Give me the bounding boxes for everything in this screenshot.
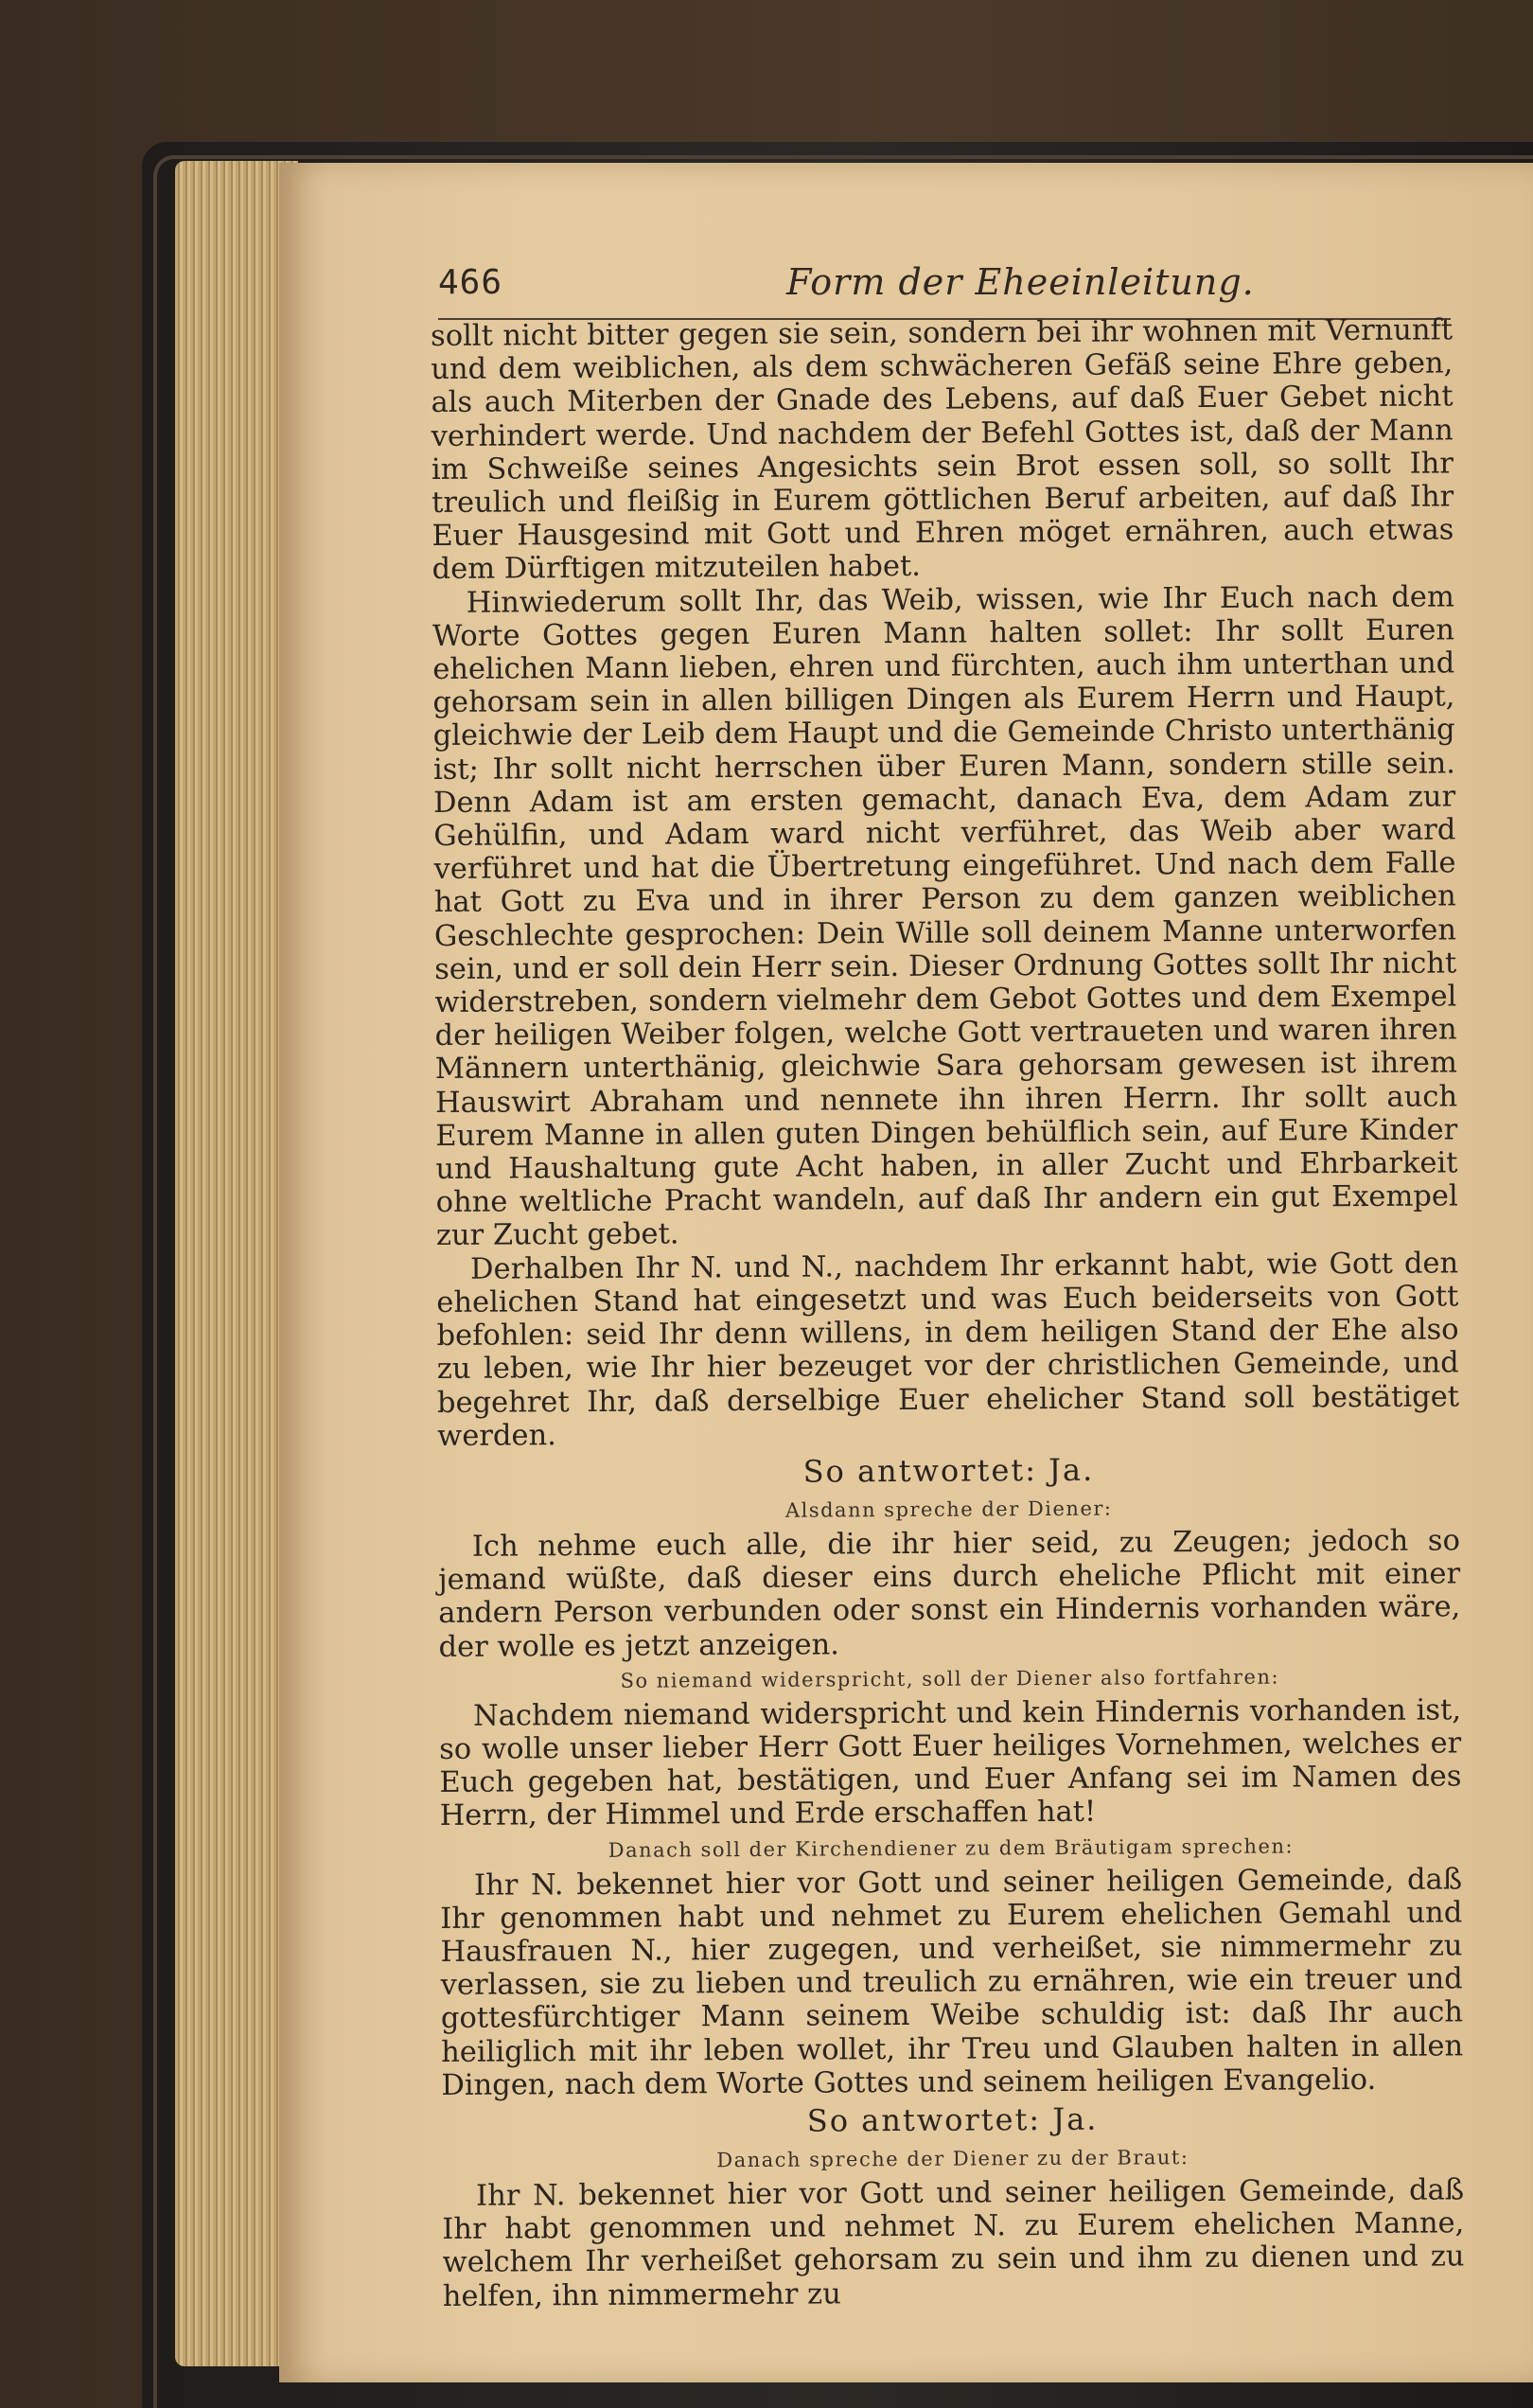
paragraph: Nachdem niemand widerspricht und kein Hindernis vorhanden ist, so wolle unser lieber Herr Gott Euer heiliges Vornehmen, welches er Euch gegeben hat, bestätigen, und Euer Anfang sei im Namen des Herrn, der Himmel und Erde erschaffen hat! <box>439 1693 1462 1833</box>
paragraph: Hinwiederum sollt Ihr, das Weib, wissen, wie Ihr Euch nach dem Worte Gottes gegen Euren Mann halten sollet: Ihr sollt Euren ehelichen Mann lieben, ehren und fürchten, auch ihm unterthan und gehorsam sein in allen billigen Dingen als Eurem Herrn und Haupt, gleichwie der Leib dem Haupt und die Gemeinde Christo unterthänig ist; Ihr sollt nicht herrschen über Euren Mann, sondern stille sein. Denn Adam ist am ersten gemacht, danach Eva, dem Adam zur Gehülfin, und Adam ward nicht verführet, das Weib aber ward verführet und hat die Übertretung eingeführet. Und nach dem Falle hat Gott zu Eva und in ihrer Person zu dem ganzen weiblichen Geschlechte gesprochen: Dein Wille soll deinem Manne unterworfen sein, und er soll dein Herr sein. Dieser Ordnung Gottes sollt Ihr nicht widerstreben, sondern vielmehr dem Gebot Gottes und dem Exempel der heiligen Weiber folgen, welche Gott vertraueten und waren ihren Männern unterthänig, gleichwie Sara gehorsam gewesen ist ihrem Hauswirt Abraham und nennete ihn ihren Herrn. Ihr sollt auch Eurem Manne in allen guten Dingen behülflich sein, auf Eure Kinder und Haushaltung gute Acht haben, in aller Zucht und Ehrbarkeit ohne weltliche Pracht wandeln, auf daß Ihr andern ein gut Exempel zur Zucht gebet. <box>432 580 1458 1253</box>
rubric-line: Alsdann spreche der Diener: <box>784 1496 1113 1522</box>
paragraph: Ihr N. bekennet hier vor Gott und seiner heiligen Gemeinde, daß Ihr genommen habt und nehmet zu Eurem ehelichen Gemahl und Hausfrauen N., hier zugegen, und verheißet, sie nimmermehr zu verlassen, sie zu lieben und treulich zu ernähren, wie ein treuer und gottesfürchtiger Mann seinem Weibe schuldig ist: daß Ihr auch heiliglich mit ihr leben wollet, ihr Treu und Glauben halten in allen Dingen, nach dem Worte Gottes und seinem heiligen Evangelio. <box>440 1862 1464 2102</box>
paragraph: sollt nicht bitter gegen sie sein, sondern bei ihr wohnen mit Vernunft und dem weiblichen, als dem schwächeren Gefäß seine Ehre geben, als auch Miterben der Gnade des Lebens, auf daß Euer Gebet nicht verhindert werde. Und nachdem der Befehl Gottes ist, daß der Mann im Schweiße seines Angesichts sein Brot essen soll, so sollt Ihr treulich und fleißig in Eurem göttlichen Beruf arbeiten, auf daß Ihr Euer Hausgesind mit Gott und Ehren möget ernähren, auch etwas dem Dürftigen mitzuteilen habet. <box>431 313 1454 587</box>
paragraph: Ihr N. bekennet hier vor Gott und seiner heiligen Gemeinde, daß Ihr habt genommen und nehmet N. zu Eurem ehelichen Manne, welchem Ihr verheißet gehorsam zu sein und ihm zu dienen und zu helfen, ihn nimmermehr zu <box>442 2173 1465 2313</box>
answer-line: So antwortet: Ja. <box>802 1451 1095 1490</box>
rubric-line: Danach soll der Kirchendiener zu dem Bräutigam sprechen: <box>608 1833 1295 1862</box>
paragraph: Derhalben Ihr N. und N., nachdem Ihr erkannt habt, wie Gott den ehelichen Stand hat eingesetzt und was Euch beiderseits von Gott befohlen: seid Ihr denn willens, in dem heiligen Stand der Ehe also zu leben, wie Ihr hier bezeuget vor der christlichen Gemeinde, und begehret Ihr, daß derselbige Euer ehelicher Stand soll bestätiget werden. <box>436 1247 1460 1453</box>
page-body <box>431 313 1465 2312</box>
page-header <box>438 257 1451 320</box>
rubric-line: Danach spreche der Diener zu der Braut: <box>716 2146 1189 2172</box>
page-number: 466 <box>438 263 503 302</box>
rubric-line: So niemand widerspricht, soll der Diener also fortfahren: <box>620 1665 1280 1692</box>
book-page <box>279 163 1533 2382</box>
answer-line: So antwortet: Ja. <box>806 2100 1099 2139</box>
paragraph: Ich nehme euch alle, die ihr hier seid, zu Zeugen; jedoch so jemand wüßte, daß dieser eins durch eheliche Pflicht mit einer andern Person verbunden oder sonst ein Hindernis vorhanden wäre, der wolle es jetzt anzeigen. <box>438 1524 1461 1664</box>
running-title: Form der Eheeinleitung. <box>786 261 1255 303</box>
